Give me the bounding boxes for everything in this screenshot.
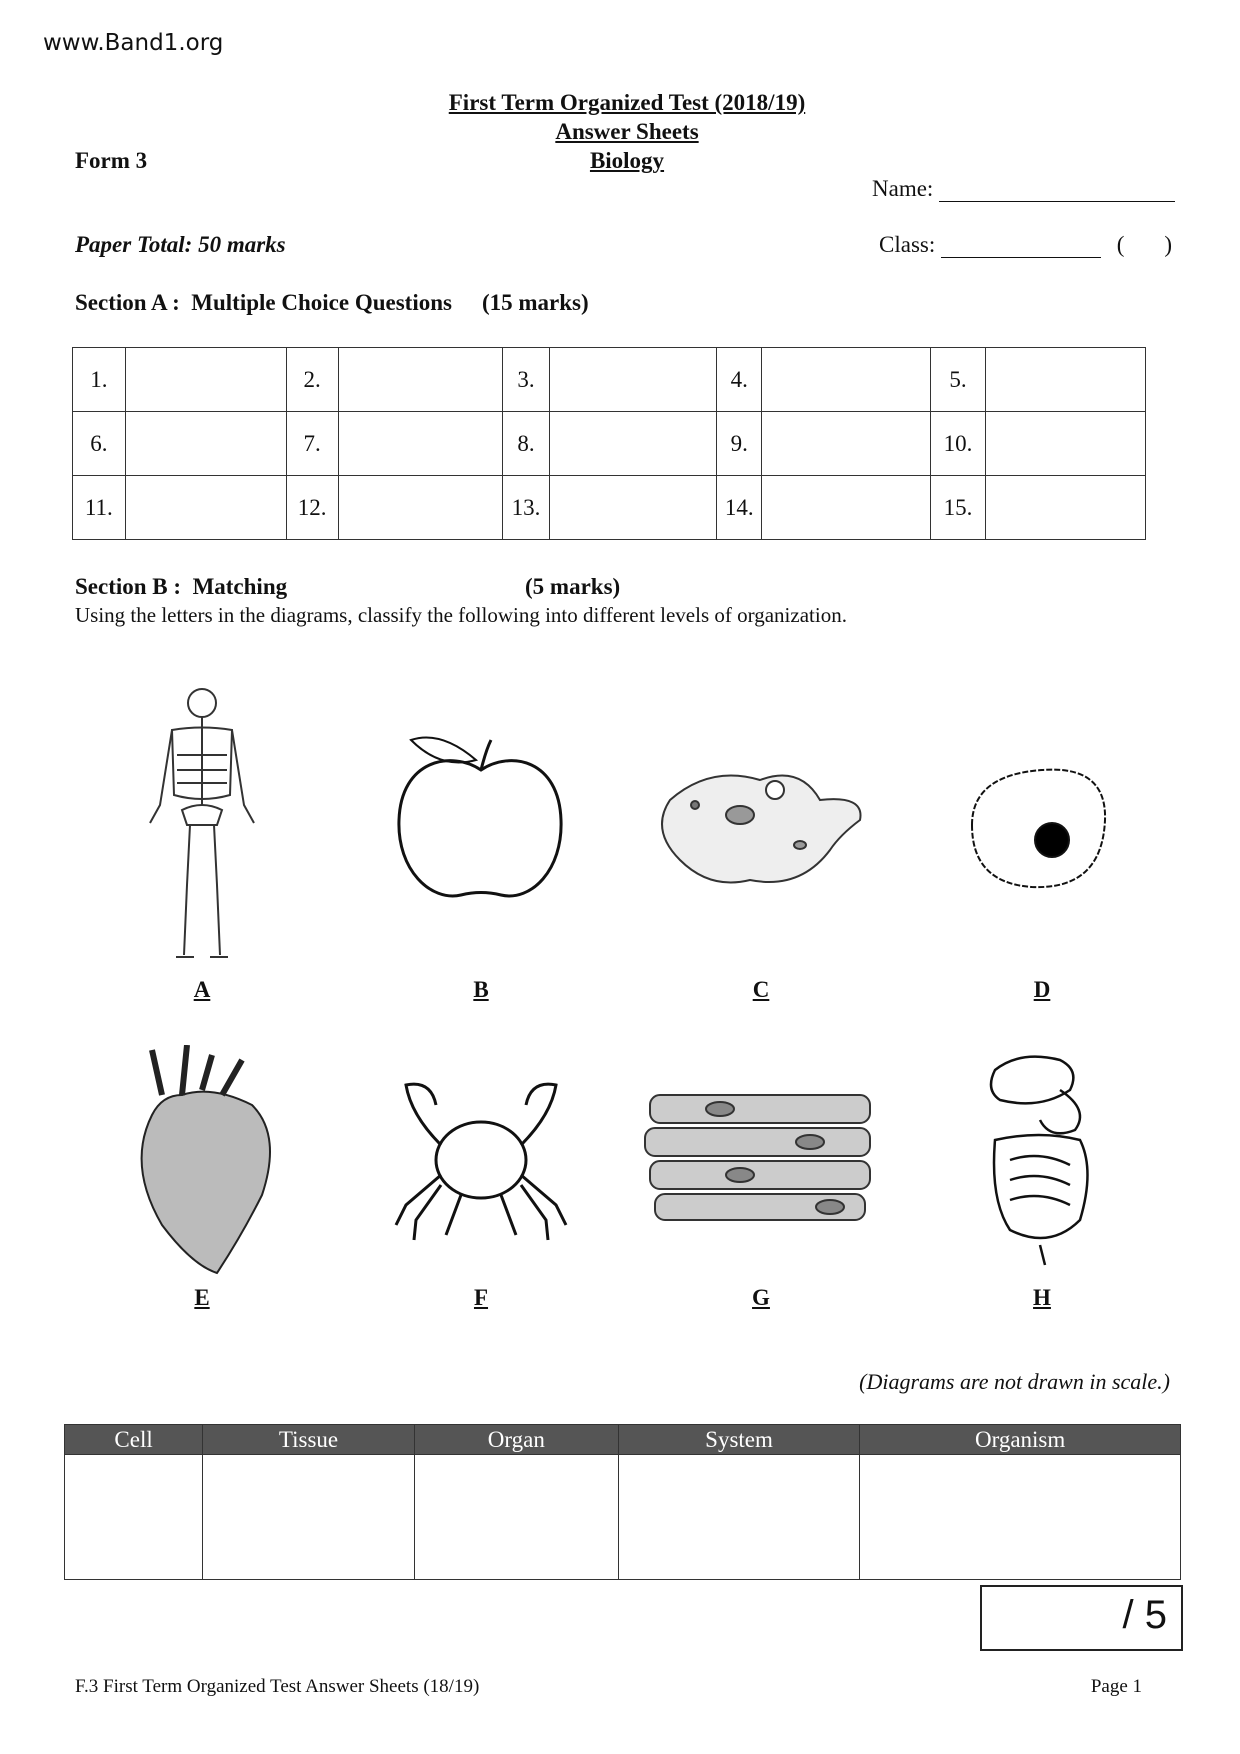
- figure-label-d: D: [1033, 977, 1051, 1002]
- figure-label-f: F: [473, 1285, 489, 1310]
- figure-label-c: C: [752, 977, 770, 1002]
- cell-figure: [962, 765, 1112, 895]
- column-system: System: [618, 1425, 859, 1455]
- heart-figure: [122, 1045, 282, 1275]
- question-number: 10.: [931, 412, 986, 476]
- scale-note: (Diagrams are not drawn in scale.): [859, 1369, 1170, 1394]
- classification-table: [64, 1424, 1181, 1580]
- paper-total: Paper Total: 50 marks: [75, 232, 286, 257]
- answer-box[interactable]: [125, 476, 286, 540]
- answer-box[interactable]: [338, 476, 502, 540]
- column-organ: Organ: [414, 1425, 618, 1455]
- question-number: 9.: [717, 412, 762, 476]
- answer-organ[interactable]: [414, 1455, 618, 1580]
- subject-heading: Biology: [589, 148, 665, 173]
- answer-cell[interactable]: [65, 1455, 203, 1580]
- class-label: Class:: [879, 232, 936, 257]
- figure-label-g: G: [752, 1285, 770, 1310]
- answer-box[interactable]: [762, 348, 931, 412]
- question-number: 8.: [502, 412, 550, 476]
- score-total: / 5: [1122, 1593, 1167, 1637]
- figure-label-b: B: [473, 977, 489, 1002]
- answer-tissue[interactable]: [203, 1455, 415, 1580]
- answer-organism[interactable]: [860, 1455, 1181, 1580]
- question-number: 14.: [717, 476, 762, 540]
- question-number: 1.: [73, 348, 126, 412]
- footer-title: F.3 First Term Organized Test Answer Sheets (18/19): [75, 1676, 480, 1697]
- question-number: 4.: [717, 348, 762, 412]
- class-number-close: ): [1164, 232, 1173, 257]
- mc-row: [73, 412, 1146, 476]
- skeleton-figure: [132, 685, 272, 970]
- crab-figure: [386, 1075, 576, 1245]
- form-label: Form 3: [75, 148, 148, 173]
- answer-box[interactable]: [762, 412, 931, 476]
- mc-answer-grid: [72, 347, 1146, 540]
- answer-box[interactable]: [125, 348, 286, 412]
- answer-box[interactable]: [550, 476, 717, 540]
- column-tissue: Tissue: [203, 1425, 415, 1455]
- answer-system[interactable]: [618, 1455, 859, 1580]
- question-number: 7.: [286, 412, 338, 476]
- test-title: First Term Organized Test (2018/19): [448, 90, 806, 115]
- mc-row: [73, 476, 1146, 540]
- answer-box[interactable]: [338, 348, 502, 412]
- answer-box[interactable]: [762, 476, 931, 540]
- amoeba-figure: [650, 760, 870, 895]
- question-number: 11.: [73, 476, 126, 540]
- figure-label-a: A: [193, 977, 211, 1002]
- name-field[interactable]: [872, 176, 1175, 202]
- class-line[interactable]: [941, 235, 1101, 258]
- class-field[interactable]: [879, 232, 1172, 258]
- site-watermark: www.Band1.org: [43, 30, 224, 56]
- answer-sheets-heading: Answer Sheets: [555, 119, 699, 144]
- question-number: 6.: [73, 412, 126, 476]
- figure-label-h: H: [1033, 1285, 1051, 1310]
- figure-label-e: E: [194, 1285, 210, 1310]
- question-number: 15.: [931, 476, 986, 540]
- digestive-system-figure: [980, 1050, 1100, 1270]
- answer-box[interactable]: [985, 412, 1145, 476]
- muscle-tissue-figure: [640, 1090, 885, 1225]
- column-cell: Cell: [65, 1425, 203, 1455]
- class-number-open: (: [1116, 232, 1125, 257]
- column-organism: Organism: [860, 1425, 1181, 1455]
- question-number: 5.: [931, 348, 986, 412]
- name-label: Name:: [872, 176, 934, 201]
- mc-row: [73, 348, 1146, 412]
- answer-box[interactable]: [550, 348, 717, 412]
- section-b-instruction: Using the letters in the diagrams, classify the following into different levels of organization.: [75, 603, 847, 627]
- section-b-heading: Section B : Matching (5 marks): [75, 574, 621, 599]
- question-number: 12.: [286, 476, 338, 540]
- question-number: 2.: [286, 348, 338, 412]
- answer-box[interactable]: [550, 412, 717, 476]
- answer-box[interactable]: [985, 476, 1145, 540]
- question-number: 13.: [502, 476, 550, 540]
- section-a-heading: Section A : Multiple Choice Questions (15 marks): [75, 290, 589, 315]
- answer-box[interactable]: [125, 412, 286, 476]
- name-line[interactable]: [939, 179, 1175, 202]
- answer-box[interactable]: [985, 348, 1145, 412]
- answer-box[interactable]: [338, 412, 502, 476]
- apple-figure: [391, 730, 571, 905]
- page-number: Page 1: [1090, 1676, 1142, 1697]
- score-box: [980, 1585, 1183, 1651]
- question-number: 3.: [502, 348, 550, 412]
